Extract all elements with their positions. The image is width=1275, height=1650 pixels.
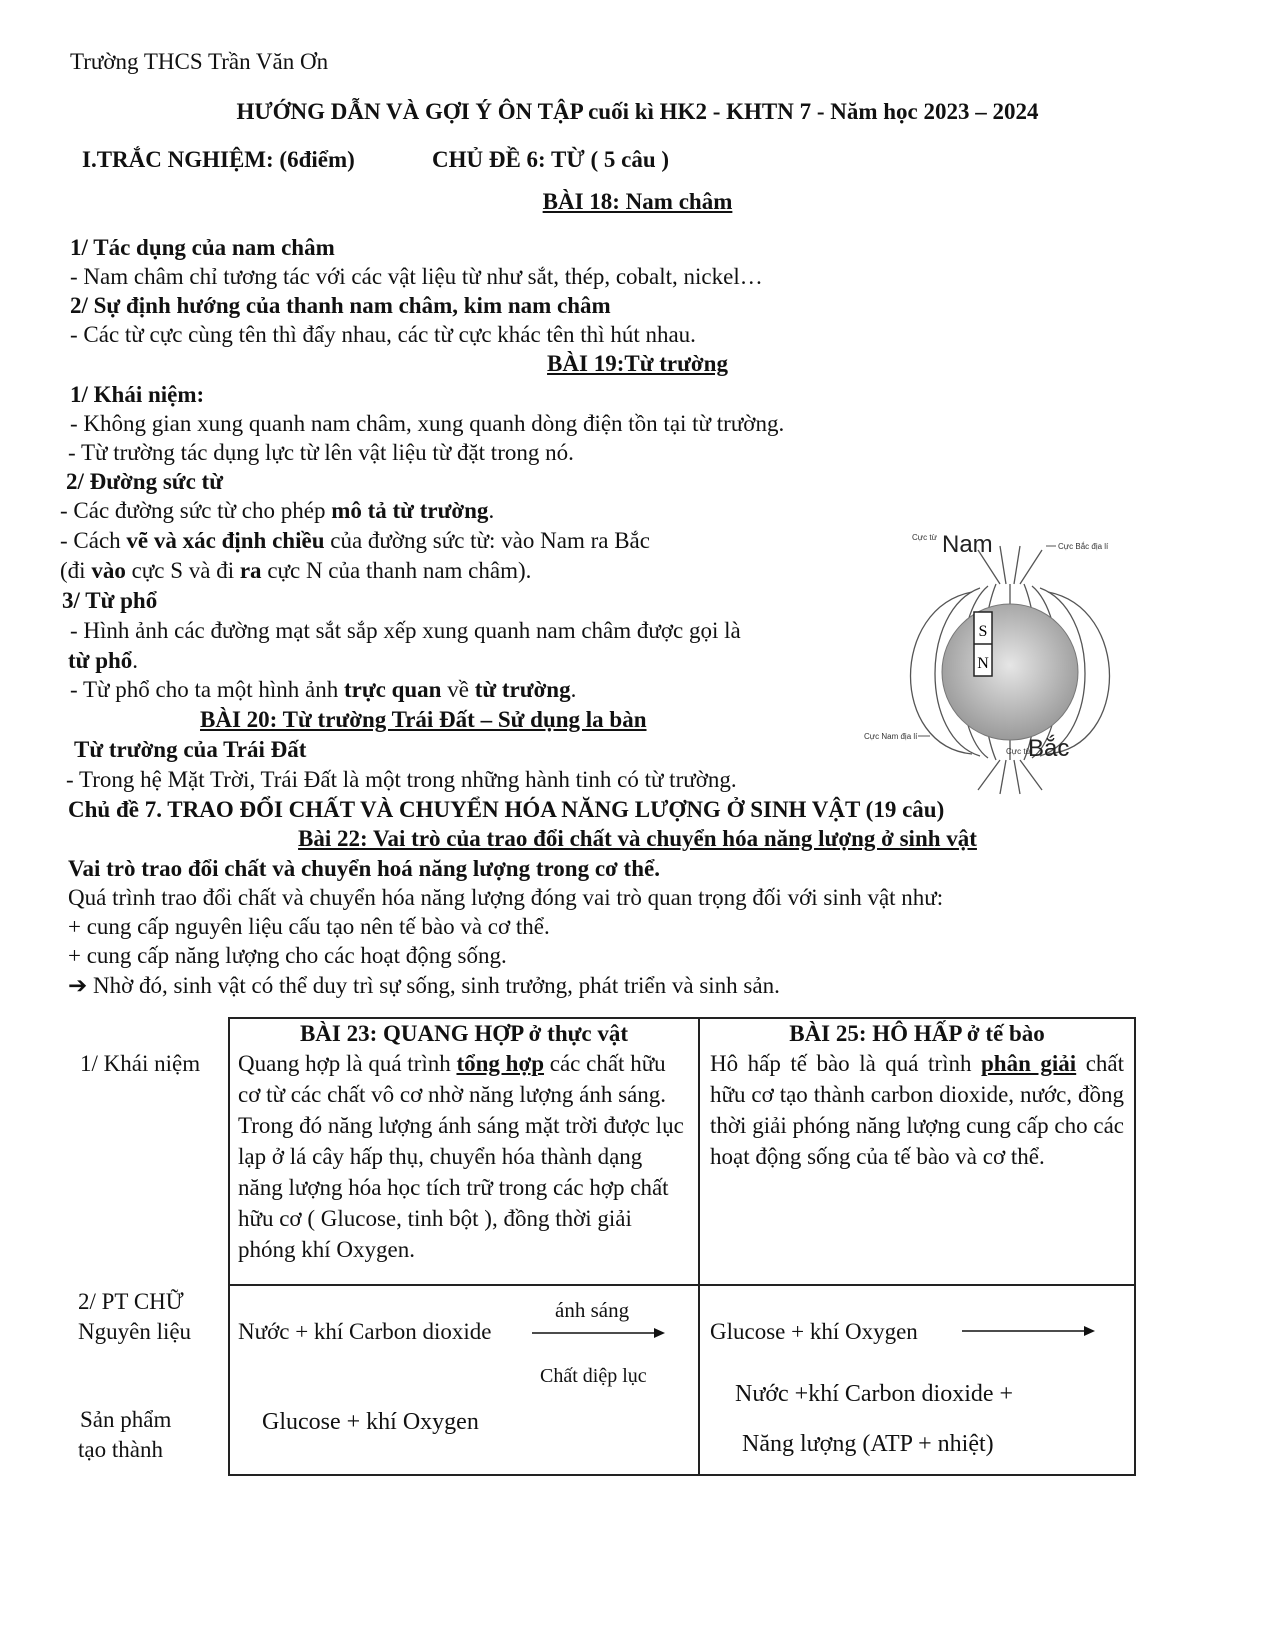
- lesson18-heading2: 2/ Sự định hướng của thanh nam châm, kim nam châm: [70, 293, 611, 318]
- topic6-title: CHỦ ĐỀ 6: TỪ ( 5 câu ): [432, 147, 670, 172]
- earth-magnetic-field-figure: [860, 528, 1170, 798]
- lesson19-text1: - Không gian xung quanh nam châm, xung quanh dòng điện tồn tại từ trường.: [70, 411, 785, 436]
- lesson20-title: BÀI 20: Từ trường Trái Đất – Sử dụng la bàn: [200, 707, 647, 732]
- label-nam: Nam: [942, 531, 993, 558]
- label-cuc-bac-dia-li: Cực Bắc địa lí: [1058, 542, 1109, 551]
- photosynthesis-reactants: Nước + khí Carbon dioxide: [238, 1319, 492, 1344]
- photosynthesis-condition-chlorophyll: Chất diệp lục: [540, 1365, 647, 1387]
- field-lines-line1: - Các đường sức từ cho phép mô tả từ trường.: [60, 498, 495, 523]
- row-label-concept: 1/ Khái niệm: [80, 1051, 201, 1076]
- magnet-pole-s: S: [978, 623, 988, 640]
- field-lines-line3: (đi vào cực S và đi ra cực N của thanh nam châm).: [60, 558, 532, 583]
- lesson20-text: - Trong hệ Mặt Trời, Trái Đất là một trong những hành tinh có từ trường.: [66, 767, 737, 792]
- part1-label: I.TRẮC NGHIỆM: (6điểm): [82, 147, 355, 172]
- right-arrow-icon: ➔: [68, 973, 88, 998]
- row-label-products-1: Sản phẩm: [80, 1407, 172, 1432]
- topic7-title: Chủ đề 7. TRAO ĐỔI CHẤT VÀ CHUYỂN HÓA NĂNG LƯỢNG Ở SINH VẬT (19 câu): [68, 797, 945, 822]
- document-title: HƯỚNG DẪN VÀ GỢI Ý ÔN TẬP cuối kì HK2 - KHTN 7 - Năm học 2023 – 2024: [236, 99, 1039, 124]
- lesson22-text2: + cung cấp nguyên liệu cấu tạo nên tế bào và cơ thể.: [68, 914, 550, 939]
- respiration-arrow-icon: [962, 1324, 1096, 1338]
- respiration-header: BÀI 25: HÔ HẤP ở tế bào: [789, 1021, 1045, 1046]
- lesson19-title: BÀI 19:Từ trường: [547, 351, 728, 376]
- respiration-products-1: Nước +khí Carbon dioxide +: [735, 1381, 1014, 1407]
- lesson22-title: Bài 22: Vai trò của trao đổi chất và chuyển hóa năng lượng ở sinh vật: [298, 826, 977, 851]
- lesson19-text2: - Từ trường tác dụng lực từ lên vật liệu từ đặt trong nó.: [68, 440, 574, 465]
- photosynthesis-condition-light: ánh sáng: [555, 1298, 630, 1322]
- respiration-reactants: Glucose + khí Oxygen: [710, 1319, 918, 1344]
- respiration-definition: Hô hấp tế bào là quá trình phân giải chất hữu cơ tạo thành carbon dioxide, nước, đồng thời giải phóng năng lượng cung cấp cho các hoạt động sống của tế bào và cơ thể.: [710, 1051, 1125, 1169]
- field-lines-line2: - Cách vẽ và xác định chiều của đường sức từ: vào Nam ra Bắc: [60, 528, 650, 553]
- photosynthesis-products: Glucose + khí Oxygen: [262, 1409, 479, 1435]
- lesson18-text2: - Các từ cực cùng tên thì đẩy nhau, các từ cực khác tên thì hút nhau.: [70, 322, 696, 347]
- lesson19-heading2: 2/ Đường sức từ: [66, 469, 224, 494]
- school-name: Trường THCS Trần Văn Ơn: [70, 49, 329, 74]
- lesson18-heading1: 1/ Tác dụng của nam châm: [70, 235, 335, 260]
- spectrum-line2: từ phổ.: [68, 648, 139, 673]
- label-bac: Bắc: [1028, 735, 1070, 762]
- row-label-reactants: Nguyên liệu: [78, 1319, 192, 1344]
- lesson18-text1: - Nam châm chỉ tương tác với các vật liệu từ như sắt, thép, cobalt, nickel…: [70, 264, 763, 289]
- photosynthesis-header: BÀI 23: QUANG HỢP ở thực vật: [299, 1021, 629, 1046]
- lesson22-text4: ➔ Nhờ đó, sinh vật có thể duy trì sự sống, sinh trưởng, phát triển và sinh sản.: [68, 973, 780, 998]
- lesson22-text3: + cung cấp năng lượng cho các hoạt động sống.: [68, 943, 507, 968]
- label-cuc-nam-dia-li: Cực Nam địa lí: [864, 732, 918, 741]
- lesson19-heading3: 3/ Từ phổ: [62, 588, 158, 613]
- respiration-products-2: Năng lượng (ATP + nhiệt): [742, 1431, 994, 1457]
- photosynthesis-definition: Quang hợp là quá trình tổng hợp các chất hữu cơ từ các chất vô cơ nhờ năng lượng ánh sáng. Trong đó năng lượng ánh sáng mặt trời được lục lạp ở lá cây hấp thụ, chuyển hóa thành dạng năng lượng hóa học tích trữ trong các hợp chất hữu cơ ( Glucose, tinh bột ), đồng thời giải phóng khí Oxygen.: [238, 1051, 684, 1262]
- magnet-pole-n: N: [977, 655, 989, 672]
- lesson20-heading: Từ trường của Trái Đất: [74, 737, 307, 762]
- row-label-equation: 2/ PT CHỮ: [78, 1289, 184, 1314]
- photosynthesis-arrow-icon: [532, 1326, 666, 1340]
- lesson18-title: BÀI 18: Nam châm: [542, 189, 733, 214]
- spectrum-line3: - Từ phổ cho ta một hình ảnh trực quan về từ trường.: [70, 677, 577, 702]
- lesson22-heading: Vai trò trao đổi chất và chuyển hoá năng lượng trong cơ thể.: [68, 856, 660, 881]
- earth-sphere: [942, 604, 1078, 740]
- lesson19-heading1: 1/ Khái niệm:: [70, 382, 205, 407]
- lesson22-text1: Quá trình trao đổi chất và chuyển hóa năng lượng đóng vai trò quan trọng đối với sinh vật như:: [68, 885, 944, 910]
- spectrum-line1: - Hình ảnh các đường mạt sắt sắp xếp xung quanh nam châm được gọi là: [70, 618, 741, 643]
- label-cuc-tu-top: Cực từ: [912, 533, 937, 542]
- label-cuc-tu-bottom: Cực từ: [1006, 747, 1031, 756]
- row-label-products-2: tạo thành: [78, 1437, 163, 1462]
